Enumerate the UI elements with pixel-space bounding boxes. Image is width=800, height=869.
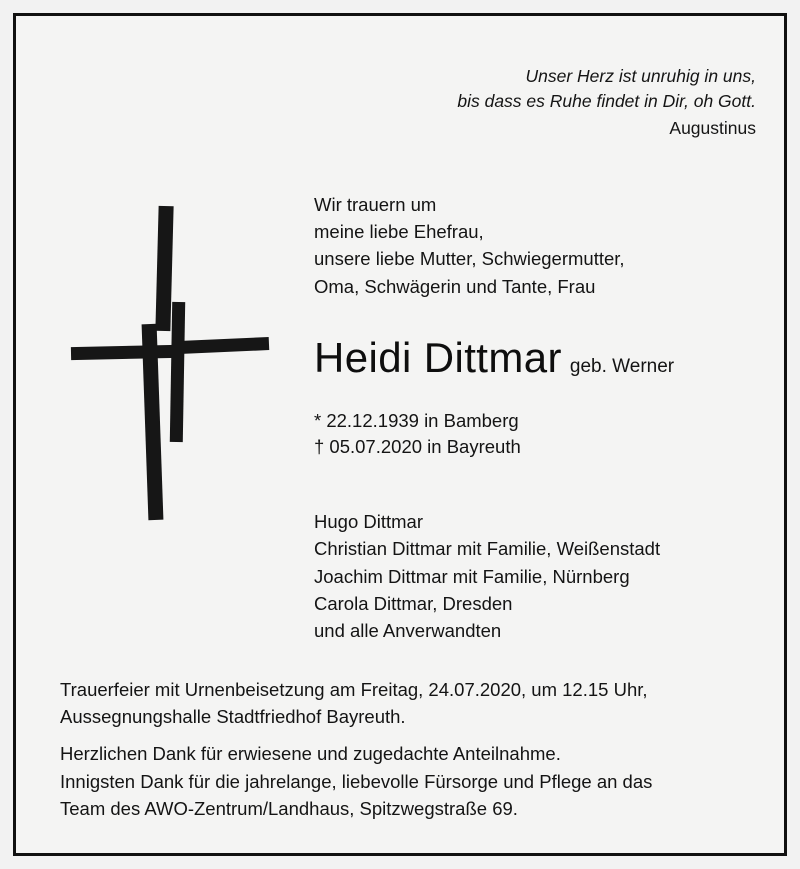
obituary-main-column [314,191,764,644]
verse-block [457,64,756,141]
ceremony-line-2: Aussegnungshalle Stadtfriedhof Bayreuth. [60,706,406,728]
deceased-name: Heidi Dittmar [314,333,562,381]
deceased-dates [314,408,764,461]
survivor-line-1: Hugo Dittmar [314,511,423,533]
verse-line-2: bis dass es Ruhe findet in Dir, oh Gott. [457,90,756,111]
survivor-line-5: und alle Anverwandten [314,620,502,642]
obituary-footer [60,676,754,822]
verse-line-1: Unser Herz ist unruhig in uns, [525,66,756,86]
verse-author: Augustinus [669,117,756,138]
cross-icon [61,206,281,526]
obituary-notice-frame [13,13,787,856]
mourning-line-2: meine liebe Ehefrau, [314,221,484,243]
thanks-line-1: Herzlichen Dank für erwiesene und zugedachte Anteilnahme. [60,743,561,765]
survivors-list [314,508,764,644]
survivor-line-3: Joachim Dittmar mit Familie, Nürnberg [314,565,630,587]
mourning-text [314,191,764,300]
birth-date: * 22.12.1939 in Bamberg [314,409,519,431]
ceremony-line-1: Trauerfeier mit Urnenbeisetzung am Freitag, 24.07.2020, um 12.15 Uhr, [60,679,648,700]
cross-post-middle [170,302,185,442]
death-date: † 05.07.2020 in Bayreuth [314,436,521,458]
deceased-maiden-name: geb. Werner [569,355,675,377]
mourning-line-1: Wir trauern um [314,194,437,215]
survivor-line-2: Christian Dittmar mit Familie, Weißenstadt [314,538,661,560]
survivor-line-4: Carola Dittmar, Dresden [314,592,513,614]
thanks-line-2: Innigsten Dank für die jahrelange, liebevolle Fürsorge und Pflege an das [60,770,653,792]
obituary-inner [16,16,784,853]
thanks-line-3: Team des AWO-Zentrum/Landhaus, Spitzwegstraße 69. [60,797,518,819]
mourning-line-3: unsere liebe Mutter, Schwiegermutter, [314,248,625,270]
mourning-line-4: Oma, Schwägerin und Tante, Frau [314,275,596,297]
cross-post-upper [155,206,173,331]
deceased-name-line [314,334,764,382]
cross-arm-left [71,345,176,360]
cross-arm-right [179,337,269,354]
